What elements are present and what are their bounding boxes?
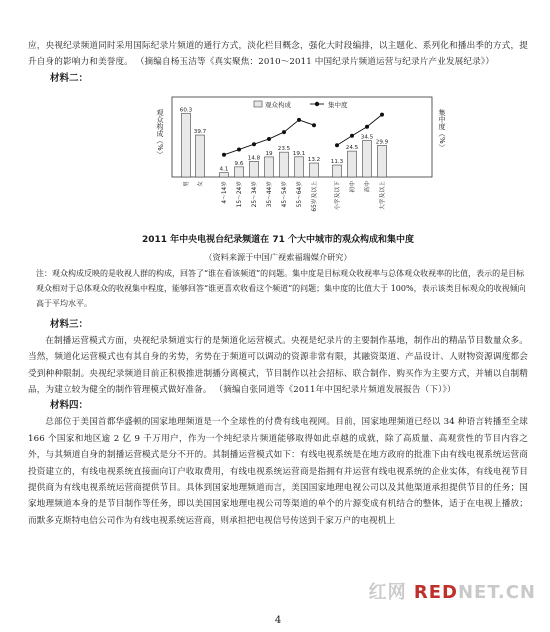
- legend-label-line: 集中度: [328, 100, 348, 109]
- bar-label-3: 9.6: [234, 160, 244, 167]
- bar-1: [196, 135, 205, 177]
- bar-label-9: 11.3: [330, 158, 344, 165]
- category-label-11: 高中: [365, 180, 371, 193]
- bar-label-7: 19.1: [292, 150, 306, 157]
- concentration-point-10: [350, 134, 354, 138]
- material4-paragraph: 总部位于美国首都华盛顿的国家地理频道是一个全球性的付费有线电视网。目前，国家地理频道已经以 34 种语言转播至全球 166 个国家和地区逾 2 亿 9 千万用户，作为一个纯纪录片频道能够取得如此卓越的成就，除了高质量、高观赏性的节目内容之外，与其频道自身的制播运营模式是分不开的。其制播运营模式如下：有线电视系统是在地方政府的批准下由有线电视系统运营商投资建立的，有线电视系统直接面向订户收取费用，有线电视系统运营商是指拥有并运营有线电视系统的企业实体，有线电视节目提供商为有线电视系统运营商提供节目。具体到国家地理频道而言，美国国家地理电视公司以及其他渠道承担提供节目的任务；国家地理频道本身的是节目制作等任务，即以美国国家地理电视公司等渠道的单个的片源变成有机结合的整体，适于在电视上播放；而默多克斯特电信公司作为有线电视系统运营商，则承担把电视信号传送到千家万户的电视机上: [28, 417, 528, 526]
- material3-heading: 材料三：: [50, 318, 89, 330]
- intro-paragraph: 应，央视纪录频道同时采用国际纪录片频道的通行方式，淡化栏目概念，强化大时段编排，以主题化、系列化和播出季的方式，提升自身的影响力和美誉度。 （摘编自杨玉洁等《真实聚焦：2010～2011 中国纪录片频道运营与纪录片产业发展纪录》）: [28, 41, 528, 68]
- left-axis-label: 观众构成（%）: [156, 108, 164, 158]
- category-label-12: 大学及以上: [380, 180, 386, 210]
- bar-11: [363, 140, 372, 176]
- category-label-6: 45～54岁: [282, 180, 288, 208]
- bar-10: [348, 151, 357, 177]
- category-label-0: 男: [184, 180, 190, 187]
- bar-label-0: 60.3: [179, 107, 193, 114]
- bar-7: [295, 157, 304, 177]
- right-axis-label: 集中度（%）: [438, 108, 446, 151]
- watermark-logo: [369, 578, 536, 604]
- category-label-8: 65岁及以上: [312, 180, 318, 212]
- material4-heading: 材料四：: [50, 400, 89, 412]
- material3-paragraph: 在制播运营模式方面，央视纪录频道实行的是频道化运营模式。央视是纪录片的主要制作基地，制作出的精品节目数量众多。当然，频道化运营模式也有其自身的劣势，劣势在于频道可以调动的资源非常有限，其融资渠道、产品设计、人财物资源调度都会受到种种限制。央视纪录频道目前正积极推进制播分离模式，节目制作以社会招标、联合制作、购买作为主要方式，并辅以自制精品，为建立较为健全的制作管理模式做好准备。 （摘编自张同道等《2011年中国纪录片频道发展报告（下）》）: [28, 335, 528, 396]
- concentration-point-2: [222, 153, 226, 157]
- audience-chart: [150, 91, 452, 225]
- category-label-5: 35～44岁: [267, 180, 273, 208]
- page-number: 4: [274, 615, 282, 626]
- watermark-text-2: RED: [413, 582, 458, 603]
- bar-5: [265, 157, 274, 177]
- concentration-point-11: [365, 125, 369, 129]
- category-label-1: 女: [198, 180, 204, 187]
- chart-svg: [150, 91, 452, 225]
- concentration-point-7: [297, 118, 301, 122]
- bar-label-11: 34.5: [360, 134, 374, 141]
- category-label-3: 15～24岁: [237, 180, 243, 208]
- bar-label-5: 19: [265, 150, 273, 157]
- legend-marker-line: [315, 102, 319, 106]
- bar-12: [378, 145, 387, 177]
- concentration-point-12: [380, 112, 384, 116]
- concentration-point-9: [335, 143, 339, 147]
- category-label-2: 4～14岁: [222, 180, 228, 204]
- bar-0: [182, 113, 191, 177]
- category-label-10: 初中: [350, 180, 356, 193]
- bar-3: [235, 167, 244, 177]
- category-label-9: 小学及以下: [335, 180, 341, 210]
- bar-4: [250, 161, 259, 177]
- chart-note: 注：观众构成反映的是收视人群的构成，回答了“谁在看该频道”的问题。集中度是目标观众收视率与总体观众收视率的比值，表示的是目标观众相对于总体观众的收视集中程度，能够回答“谁更喜欢收看这个频道”的问题；集中度的比值大于 100%，表示该类目标观众的收视倾向高于平均水平。: [36, 268, 526, 308]
- bar-label-6: 23.5: [277, 145, 291, 152]
- bar-label-10: 24.5: [345, 144, 359, 151]
- concentration-point-6: [282, 130, 286, 134]
- bar-label-2: 4.1: [219, 166, 229, 173]
- bar-2: [220, 172, 229, 176]
- category-label-4: 25～34岁: [252, 180, 258, 208]
- bar-label-1: 39.7: [193, 128, 207, 135]
- bar-label-8: 13.2: [307, 156, 321, 163]
- bar-9: [333, 165, 342, 177]
- legend-swatch-bar: [254, 101, 262, 107]
- material2-heading: 材料二：: [50, 72, 89, 84]
- concentration-point-4: [252, 142, 256, 146]
- watermark-text-1: 红网: [368, 582, 407, 603]
- legend-label-bar: 观众构成: [265, 100, 291, 109]
- concentration-point-3: [237, 147, 241, 151]
- bar-label-12: 29.9: [375, 139, 389, 146]
- document-page: [28, 0, 528, 632]
- concentration-point-8: [312, 123, 316, 127]
- bar-8: [310, 163, 319, 177]
- category-label-7: 55～64岁: [297, 180, 303, 208]
- chart-source: （资料来源于中国广视索福瑞媒介研究）: [204, 251, 352, 262]
- bar-label-4: 14.8: [247, 155, 261, 162]
- concentration-point-5: [267, 137, 271, 141]
- chart-title: 2011 年中央电视台纪录频道在 71 个大中城市的观众构成和集中度: [142, 234, 414, 245]
- watermark-text-3: NET.CN: [457, 582, 536, 603]
- bar-6: [280, 152, 289, 177]
